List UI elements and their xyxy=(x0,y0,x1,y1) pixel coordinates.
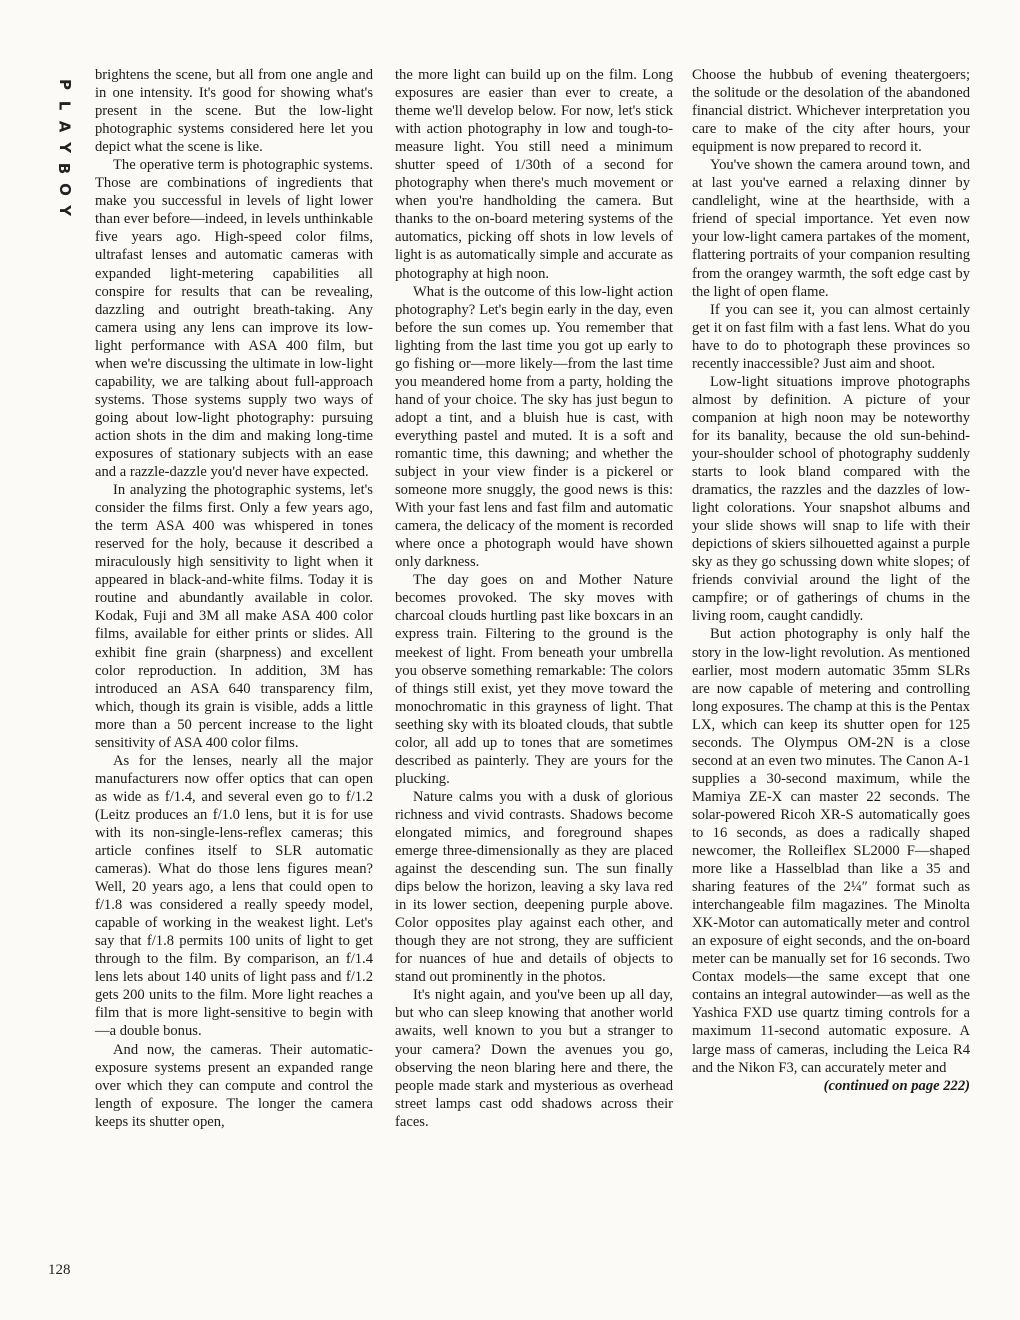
masthead-letter: O xyxy=(55,183,74,196)
paragraph: If you can see it, you can almost certainly get it on fast film with a fast lens. What do you have to do to photograph these provinces so recently inaccessible? Just aim and shoot. xyxy=(692,301,970,372)
masthead-letter: Y xyxy=(55,205,74,216)
paragraph: Low-light situations improve photographs almost by definition. A picture of your companion at high noon may be noteworthy for its banality, because the old sun-behind-your-shoulder school of photography suddenly starts to look bland compared with the dramatics, the razzles and the dazzles of low-light colorations. Your snapshot albums and your slide shows will snap to life with their depictions of skiers silhouetted against a purple sky as they go schussing down white slopes; of friends convivial around the light of the campfire; or of gatherings of chums in the living room, caught candidly. xyxy=(692,373,970,625)
paragraph: It's night again, and you've been up all day, but who can sleep knowing that another world awaits, well known to you but a stranger to your camera? Down the avenues you go, observing the neon blaring here and there, the people made stark and mysterious as overhead street lamps cast odd shadows across their faces. xyxy=(395,987,673,1130)
paragraph: But action photography is only half the story in the low-light revolution. As mentioned earlier, most modern automatic 35mm SLRs are now capable of metering and controlling long exposures. The champ at this is the Pentax LX, which can keep its shutter open for 125 seconds. The Olympus OM-2N is a close second at an even two minutes. The Canon A-1 supplies a 30-second maximum, while the Mamiya ZE-X can master 22 seconds. The solar-powered Ricoh XR-S automatically goes to 16 seconds, as does a radically shaped newcomer, the Rolleiflex SL2000 F—shaped more like a Hasselblad than like a 35 and sharing features of the 2¼″ format such as interchangeable film magazines. The Minolta XK-Motor can automatically meter and control an exposure of eight seconds, and the on-board meter can be manually set for 16 seconds. Two Contax models—the same except that one contains an integral autowinder—as well as the Yashica FXD use quartz timing controls for a maximum 11-second automatic exposure. A large mass of cameras, including the Leica R4 and the Nikon F3, can accurately meter and xyxy=(692,626,970,1076)
paragraph: Nature calms you with a dusk of glorious richness and vivid contrasts. Shadows become elongated mimics, and foreground shapes emerge three-dimensionally as they are placed against the descending sun. The sun finally dips below the horizon, leaving a sky lava red in its lower section, deepening purple above. Color opposites play against each other, and though they are not strong, they are sufficient for nuances of hue and details of objects to stand out prominently in the photos. xyxy=(395,788,673,986)
article-column-1 xyxy=(95,66,373,1131)
paragraph: In analyzing the photographic systems, let's consider the films first. Only a few years ago, the term ASA 400 was whispered in tones reserved for the holy, because it described a miraculously high sensitivity to light when it appeared in black-and-white films. Today it is routine and abundantly available in color. Kodak, Fuji and 3M all make ASA 400 color films, available for either prints or slides. All exhibit fine grain (sharpness) and excellent color reproduction. In addition, 3M has introduced an ASA 640 transparency film, which, though its grain is visible, adds a little more than a 50 percent increase to the light sensitivity of ASA 400 color films. xyxy=(95,482,373,751)
paragraph: The day goes on and Mother Nature becomes provoked. The sky moves with charcoal clouds hurtling past like boxcars in an express train. Filtering to the ground is the meekest of light. From beneath your umbrella you observe something remarkable: The colors of things still exist, yet they move toward the monochromatic in this grayness of light. That seething sky with its bloated clouds, that subtle color, all add up to tones that are sometimes described as painterly. They are yours for the plucking. xyxy=(395,572,673,787)
masthead-letter: Y xyxy=(55,142,74,153)
paragraph: brightens the scene, but all from one angle and in one intensity. It's good for showing what's present in the scene. But the low-light photographic systems considered here let you depict what the scene is like. xyxy=(95,67,373,156)
magazine-masthead xyxy=(52,74,76,221)
paragraph: You've shown the camera around town, and at last you've earned a relaxing dinner by candlelight, wine at the hearthside, with a friend of special importance. Yet even now your low-light camera partakes of the moment, flattering portraits of your companion resulting from the orangey warmth, the soft edge cast by the light of open flame. xyxy=(692,157,970,300)
paragraph: As for the lenses, nearly all the major manufacturers now offer optics that can open as wide as f/1.4, and several even go to f/1.2 (Leitz produces an f/1.0 lens, but it is for use with its non-single-lens-reflex cameras; this article confines itself to SLR automatic cameras). What do those lens figures mean? Well, 20 years ago, a lens that could open to f/1.8 was considered a really speedy model, capable of working in the weakest light. Let's say that f/1.8 permits 100 units of light to get through to the film. By comparison, an f/1.4 lens lets about 140 units of light pass and f/1.2 gets 200 units to the film. More light reaches a film that is more light-sensitive to begin with—a double bonus. xyxy=(95,752,373,1040)
article-column-3 xyxy=(692,66,970,1095)
masthead-letter: L xyxy=(55,100,74,111)
paragraph: Choose the hubbub of evening theatergoers; the solitude or the desolation of the abandoned financial district. Whichever interpretation you care to make of the city after hours, your equipment is now prepared to record it. xyxy=(692,67,970,156)
masthead-letter: A xyxy=(55,120,74,133)
page-number: 128 xyxy=(48,1262,71,1278)
paragraph: And now, the cameras. Their automatic-exposure systems present an expanded range over which they can compute and control the length of exposure. The longer the camera keeps its shutter open, xyxy=(95,1041,373,1130)
article-column-2 xyxy=(395,66,673,1131)
paragraph: The operative term is photographic systems. Those are combinations of ingredients that make you successful in levels of light lower than ever before—indeed, in levels unthinkable five years ago. High-speed color films, ultrafast lenses and automatic cameras with expanded light-metering capabilities all conspire for results that can be revealing, dazzling and outright breath-taking. Any camera using any lens can improve its low-light performance with ASA 400 film, but when we're discussing the ultimate in low-light capability, we are talking about full-approach systems. Those systems supply two ways of going about low-light photography: pursuing action shots in the dim and making long-time exposures of stationary subjects with an ease and a razzle-dazzle you'd never have expected. xyxy=(95,157,373,481)
paragraph: the more light can build up on the film. Long exposures are easier than ever to create, a theme we'll develop below. For now, let's stick with action photography in low and tough-to-measure light. You still need a minimum shutter speed of 1/30th of a second for photography when there's much movement or when you're handholding the camera. But thanks to the on-board metering systems of the automatics, picking off shots in low levels of light is as automatically simple and accurate as photography at high noon. xyxy=(395,67,673,282)
masthead-letter: B xyxy=(55,162,74,175)
masthead-letter: P xyxy=(55,79,74,90)
paragraph: What is the outcome of this low-light action photography? Let's begin early in the day, even before the sun comes up. You remember that lighting from the last time you got up early to go fishing or—more likely—from the last time you meandered home from a party, holding the hand of your choice. The sky has just begun to adopt a tint, and a bluish hue is cast, with everything pastel and muted. It is a soft and romantic time, this dawning; and whether the subject in your view finder is a pickerel or someone more snuggly, the good news is this: With your fast lens and fast film and automatic camera, the delicacy of the moment is recorded where once a photograph would have shown only darkness. xyxy=(395,283,673,571)
continued-note: (continued on page 222) xyxy=(823,1077,970,1094)
